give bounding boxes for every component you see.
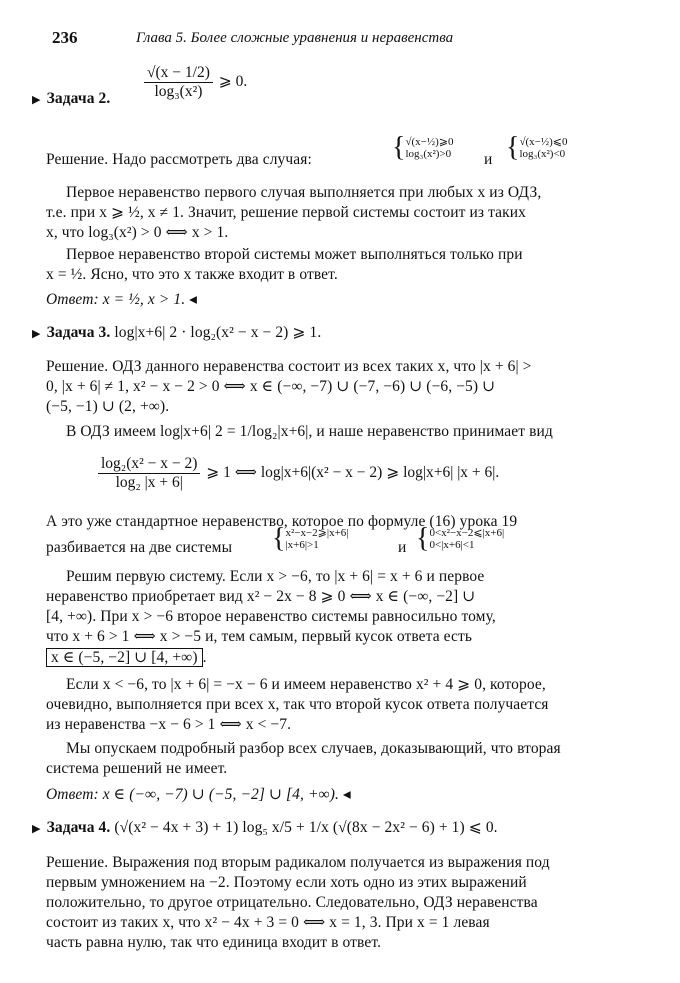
task3-display-formula (96, 455, 499, 492)
task2-case2-ineq-b: log₃(x²)<0 (519, 148, 566, 160)
triangle-right-icon: ▶ (32, 823, 41, 835)
task3-s3-line1: А это уже стандартное неравенство, которое по формуле (16) урока 19 (46, 513, 518, 530)
task3-sysA-ineq-b: |x+6|>1 (285, 539, 319, 551)
task2-solution-intro (46, 150, 312, 170)
task4-formula: (√(x² − 4x + 3) + 1) log₅ x/5 + 1/x (√(8x − 2x² − 6) + 1) ⩽ 0. (114, 819, 498, 836)
task2-formula-denominator: log₃(x²) (154, 83, 203, 100)
task2-case1-ineq-a: √(x−½)⩾0 (405, 136, 454, 148)
task2-formula-relation: ⩾ 0. (218, 73, 248, 91)
task2-case1-ineq-b: log₃(x²)>0 (405, 148, 452, 160)
task3-boxed-period: . (202, 649, 207, 666)
task2-p1-line1: Первое неравенство первого случая выполняется при любых x из ОДЗ, (66, 184, 542, 201)
task4-s1-line4: состоит из таких x, что x² − 4x + 3 = 0 ⟺ x = 1, 3. При x = 1 левая (46, 914, 490, 931)
task2-heading (32, 89, 110, 110)
task2-conj: и (484, 151, 493, 168)
task3-system-a: {x²−x−2⩾|x+6| |x+6|>1 (272, 523, 349, 554)
task3-s5-line2: очевидно, выполняется при всех x, так что второй кусок ответа получается (46, 696, 549, 713)
task3-s1-line3: (−5, −1) ∪ (2, +∞). (46, 398, 170, 415)
task2-answer: Ответ: x = ½, x > 1. ◂ (46, 291, 198, 308)
task3-display-denominator: log₂ |x + 6| (115, 474, 183, 491)
triangle-right-icon: ▶ (32, 94, 41, 106)
task3-label: Задача 3. (46, 324, 111, 341)
task4-s1-line1: Решение. Выражения под вторым радикалом получается из выражения под (46, 854, 550, 871)
task3-sysB-ineq-b: 0<|x+6|<1 (429, 539, 475, 551)
task3-display-rest: ⩾ 1 ⟺ log|x+6|(x² − x − 2) ⩾ log|x+6| |x + 6|. (206, 464, 500, 482)
task2-case2-system: {√(x−½)⩽0 log₃(x²)<0 (506, 132, 568, 163)
task2-p2-line2: x = ½. Ясно, что это x также входит в ответ. (46, 266, 338, 283)
task2-p2-line1: Первое неравенство второй системы может выполняться только при (66, 246, 523, 263)
task4-s1-line3: положительно, то другое отрицательно. Следовательно, ОДЗ неравенства (46, 894, 538, 911)
task2-p1-line2: т.е. при x ⩾ ½, x ≠ 1. Значит, решение первой системы состоит из таких (46, 204, 526, 221)
task2-p1-line3: x, что log₃(x²) > 0 ⟺ x > 1. (46, 224, 229, 241)
task3-formula: log|x+6| 2 · log₂(x² − x − 2) ⩾ 1. (114, 324, 322, 341)
task3-boxed-interval: x ∈ (−5, −2] ∪ [4, +∞) (46, 648, 203, 667)
task3-sysA-ineq-a: x²−x−2⩾|x+6| (285, 527, 349, 539)
task3-heading (32, 323, 321, 344)
task4-heading (32, 818, 498, 839)
task3-sysB-ineq-a: 0<x²−x−2⩽|x+6| (429, 527, 505, 539)
task3-answer: Ответ: x ∈ (−∞, −7) ∪ (−5, −2] ∪ [4, +∞). ◂ (46, 786, 351, 803)
task3-system-b: {0<x²−x−2⩽|x+6| 0<|x+6|<1 (416, 523, 505, 554)
task3-s2-line1: В ОДЗ имеем log|x+6| 2 = 1/log₂|x+6|, и наше неравенство принимает вид (66, 423, 553, 440)
task3-s4-line3: [4, +∞). При x > −6 второе неравенство системы равносильно тому, (46, 608, 496, 625)
task3-s1-line2: 0, |x + 6| ≠ 1, x² − x − 2 > 0 ⟺ x ∈ (−∞, −7) ∪ (−7, −6) ∪ (−6, −5) ∪ (46, 378, 496, 395)
task2-formula-numerator: √(x − 1/2) (144, 64, 213, 83)
task3-s4-line1: Решим первую систему. Если x > −6, то |x + 6| = x + 6 и первое (66, 568, 485, 585)
task3-s3-line2: разбивается на две системы (46, 539, 233, 556)
task3-boxed-answer (46, 648, 207, 668)
task4-label: Задача 4. (46, 819, 111, 836)
task3-sys-and: и (398, 539, 407, 556)
task3-s4-line2: неравенство приобретает вид x² − 2x − 8 ⩾ 0 ⟺ x ∈ (−∞, −2] ∪ (46, 588, 476, 605)
task3-s1-line1: Решение. ОДЗ данного неравенства состоит из всех таких x, что |x + 6| > (46, 358, 532, 375)
task2-formula (142, 64, 247, 101)
task2-solution-intro-text: Решение. Надо рассмотреть два случая: (46, 151, 312, 168)
task4-s1-line2: первым умножением на −2. Поэтому если хоть одно из этих выражений (46, 874, 527, 891)
page-number: 236 (52, 28, 78, 47)
task3-s5-line3: из неравенства −x − 6 > 1 ⟺ x < −7. (46, 716, 292, 733)
task2-label: Задача 2. (46, 90, 111, 107)
task2-fraction (144, 64, 213, 101)
task2-case2-ineq-a: √(x−½)⩽0 (519, 136, 568, 148)
task3-display-numerator: log₂(x² − x − 2) (98, 455, 200, 474)
task3-display-fraction (98, 455, 200, 492)
task3-s4-line4: что x + 6 > 1 ⟺ x > −5 и, тем самым, первый кусок ответа есть (46, 628, 473, 645)
task2-case1-system: {√(x−½)⩾0 log₃(x²)>0 (392, 132, 454, 163)
task3-s6-line2: система решений не имеет. (46, 760, 228, 777)
triangle-right-icon: ▶ (32, 328, 41, 340)
running-title: Глава 5. Более сложные уравнения и неравенства (136, 30, 454, 46)
task3-s6-line1: Мы опускаем подробный разбор всех случаев, доказывающий, что вторая (66, 740, 561, 757)
task3-s5-line1: Если x < −6, то |x + 6| = −x − 6 и имеем неравенство x² + 4 ⩾ 0, которое, (66, 676, 546, 693)
task4-s1-line5: часть равна нулю, так что единица входит в ответ. (46, 934, 382, 951)
